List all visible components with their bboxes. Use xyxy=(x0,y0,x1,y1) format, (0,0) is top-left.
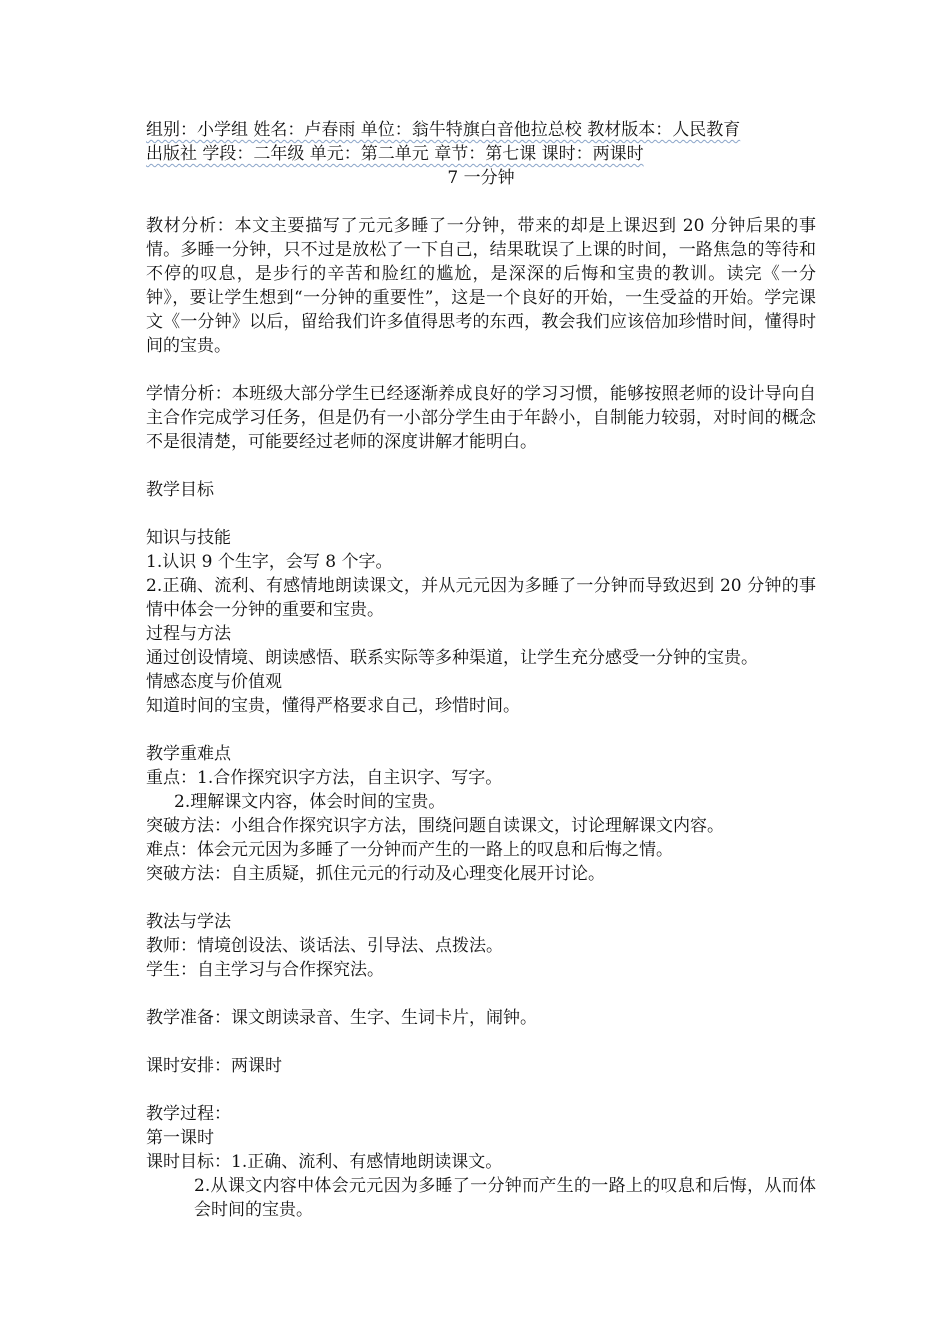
header-line-2: 出版社 学段：二年级 单元：第二单元 章节：第七课 课时：两课时 xyxy=(146,144,644,164)
lesson-label: 第一课时 xyxy=(146,1128,214,1148)
knowledge-heading: 知识与技能 xyxy=(146,528,231,548)
process-method-heading: 过程与方法 xyxy=(146,624,231,644)
key-point-1: 重点：1.合作探究识字方法，自主识字、写字。 xyxy=(146,768,503,788)
goals-heading: 教学目标 xyxy=(146,480,214,500)
student-methods: 学生：自主学习与合作探究法。 xyxy=(146,960,384,980)
knowledge-item-2: 2.正确、流利、有感情地朗读课文，并从元元因为多睡了一分钟而导致迟到 20 分钟的事情中体会一分钟的重要和宝贵。 xyxy=(146,576,816,620)
header-line-1: 组别：小学组 姓名：卢春雨 单位：翁牛特旗白音他拉总校 教材版本：人民教育 xyxy=(146,120,741,140)
key-point-2: 2.理解课文内容，体会时间的宝贵。 xyxy=(174,792,446,812)
emotion-text: 知道时间的宝贵，懂得严格要求自己，珍惜时间。 xyxy=(146,696,520,716)
key-points-heading: 教学重难点 xyxy=(146,744,231,764)
lesson-goal-1: 课时目标：1.正确、流利、有感情地朗读课文。 xyxy=(146,1152,503,1172)
document-page xyxy=(146,118,816,1222)
class-schedule: 课时安排：两课时 xyxy=(146,1056,282,1076)
difficulty: 难点：体会元元因为多睡了一分钟而产生的一路上的叹息和后悔之情。 xyxy=(146,840,673,860)
student-analysis: 学情分析：本班级大部分学生已经逐渐养成良好的学习习惯，能够按照老师的设计导向自主合作完成学习任务，但是仍有一小部分学生由于年龄小，自制能力较弱，对时间的概念不是很清楚，可能要经过老师的深度讲解才能明白。 xyxy=(146,384,816,452)
textbook-analysis: 教材分析：本文主要描写了元元多睡了一分钟，带来的却是上课迟到 20 分钟后果的事情。多睡一分钟，只不过是放松了一下自己，结果耽误了上课的时间，一路焦急的等待和不停的叹息，是步行的辛苦和脸红的尴尬，是深深的后悔和宝贵的教训。读完《一分钟》，要让学生想到“一分钟的重要性”，这是一个良好的开始，一生受益的开始。学完课文《一分钟》以后，留给我们许多值得思考的东西，教会我们应该倍加珍惜时间，懂得时间的宝贵。 xyxy=(146,216,816,356)
methods-heading: 教法与学法 xyxy=(146,912,231,932)
teaching-prep: 教学准备：课文朗读录音、生字、生词卡片，闹钟。 xyxy=(146,1008,537,1028)
knowledge-item-1: 1.认识 9 个生字，会写 8 个字。 xyxy=(146,552,393,572)
lesson-goal-2: 2.从课文内容中体会元元因为多睡了一分钟而产生的一路上的叹息和后悔，从而体会时间的宝贵。 xyxy=(194,1176,816,1220)
teacher-methods: 教师：情境创设法、谈话法、引导法、点拨法。 xyxy=(146,936,503,956)
key-point-method-1: 突破方法：小组合作探究识字方法，围绕问题自读课文，讨论理解课文内容。 xyxy=(146,816,724,836)
lesson-title: 7 一分钟 xyxy=(447,168,515,188)
emotion-heading: 情感态度与价值观 xyxy=(146,672,282,692)
process-heading: 教学过程： xyxy=(146,1104,231,1124)
key-point-method-2: 突破方法：自主质疑，抓住元元的行动及心理变化展开讨论。 xyxy=(146,864,605,884)
process-method-text: 通过创设情境、朗读感悟、联系实际等多种渠道，让学生充分感受一分钟的宝贵。 xyxy=(146,648,758,668)
